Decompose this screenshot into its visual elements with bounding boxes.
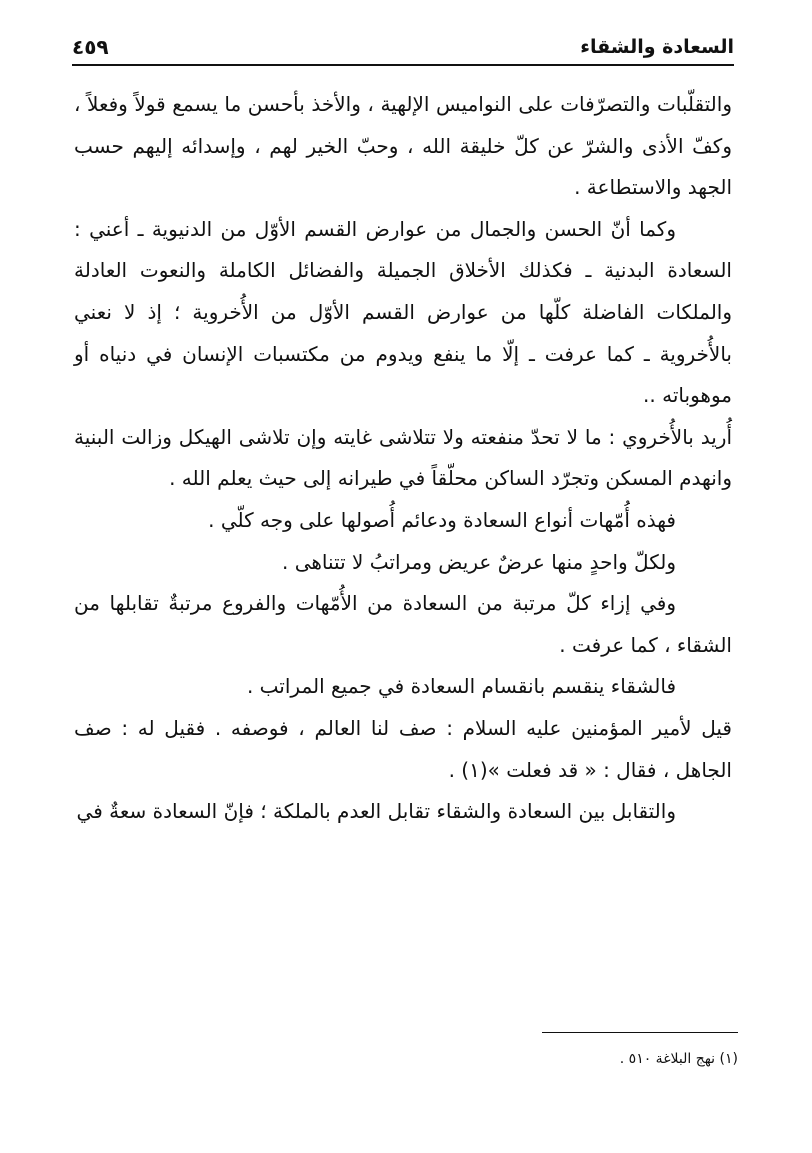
paragraph: فالشقاء ينقسم بانقسام السعادة في جميع المراتب . [246, 674, 676, 699]
header-rule [72, 64, 734, 66]
footnote: (١) نهج البلاغة ٥١٠ . [619, 1051, 738, 1067]
paragraph: فهذه أُمّهات أنواع السعادة ودعائم أُصولها على وجه كلّي . [208, 507, 676, 532]
footnote-rule [542, 1032, 738, 1033]
paragraph: ولكلّ واحدٍ منها عرضٌ عريض ومراتبُ لا تتناهى . [281, 549, 676, 574]
paragraph: والتقابل بين السعادة والشقاء تقابل العدم بالملكة ؛ فإنّ السعادة سعةٌ في [76, 799, 676, 824]
running-title: السعادة والشقاء [580, 36, 734, 58]
paragraph: قيل لأمير المؤمنين عليه السلام : صف لنا العالم ، فوصفه . فقيل له : صف الجاهل ، فقال : « قد فعلت »(١) . [74, 715, 732, 782]
page-header [72, 32, 734, 62]
paragraph: وكما أنّ الحسن والجمال من عوارض القسم الأوّل من الدنيوية ـ أعني : السعادة البدنية ـ فكذلك الأخلاق الجميلة والفضائل الكاملة والنعوت العادلة والملكات الفاضلة كلّها من عوارض القسم الأوّل من الأُخروية ؛ إذ لا نعني بالأُخروية ـ كما عرفت ـ إلّا ما ينفع ويدوم من مكتسبات الإنسان في دنياه أو موهوباته .. [74, 216, 732, 408]
body-text [74, 84, 732, 833]
page-number: ٤٥٩ [72, 35, 109, 59]
paragraph: والتقلّبات والتصرّفات على النواميس الإلهية ، والأخذ بأحسن ما يسمع قولاً وفعلاً ، وكفّ الأذى والشرّ عن كلّ خليقة الله ، وحبّ الخير لهم ، وإسدائه إليهم حسب الجهد والاستطاعة . [74, 92, 732, 200]
paragraph: أُريد بالأُخروي : ما لا تحدّ منفعته ولا تتلاشى غايته وإن تلاشى الهيكل وزالت البنية وانهدم المسكن وتجرّد الساكن محلّقاً في طيرانه إلى حيث يعلم الله . [74, 424, 732, 491]
paragraph: وفي إزاء كلّ مرتبة من السعادة من الأُمّهات والفروع مرتبةٌ تقابلها من الشقاء ، كما عرفت . [74, 591, 732, 657]
